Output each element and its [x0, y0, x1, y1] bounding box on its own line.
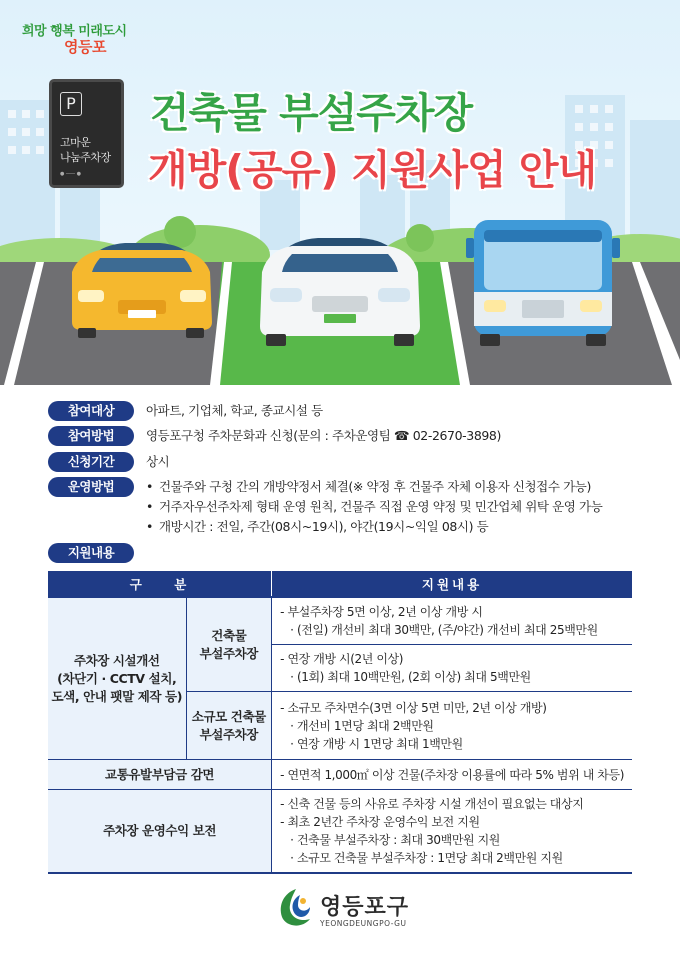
slogan-text: 희망 행복 미래도시: [22, 24, 127, 39]
row2-title: 교통유발부담금 감면: [48, 760, 272, 790]
support-label: 지원내용: [48, 543, 134, 563]
info-row-period: [48, 452, 169, 472]
content-line: - 최초 2년간 주차장 운영수익 보전 지원: [280, 815, 480, 829]
group1-title-line: 주차장 시설개선: [73, 652, 160, 668]
group1-title-line: (차단기 · CCTV 설치,: [57, 670, 177, 686]
table-row: [48, 760, 632, 790]
target-value: 아파트, 기업체, 학교, 종교시설 등: [146, 403, 323, 418]
support-table: [48, 571, 632, 874]
content-line: - 연장 개방 시(2년 이상): [280, 652, 404, 666]
operation-label: 운영방법: [48, 477, 134, 497]
footer-district-name-en: YEONGDEUNGPO-GU: [320, 919, 407, 928]
operation-list: [146, 477, 602, 537]
method-value: 영등포구청 주차문화과 신청(문의 : 주차운영팀 ☎ 02-2670-3898): [146, 428, 501, 443]
sub1-title-line: 건축물: [211, 627, 247, 643]
info-row-method: [48, 426, 501, 446]
sub1-title-line: 부설주차장: [199, 645, 258, 661]
content-line: - 신축 건물 등의 사유로 주차장 시설 개선이 필요없는 대상지: [280, 797, 584, 811]
sign-line-1: 고마운: [60, 136, 91, 149]
white-car-icon: [260, 238, 420, 346]
table-row: [48, 597, 632, 645]
content-line: · 개선비 1면당 최대 2백만원: [290, 718, 434, 733]
yellow-car-icon: [72, 243, 212, 338]
row3-content: [272, 790, 632, 874]
content-line: · (1회) 최대 10백만원, (2회 이상) 최대 5백만원: [290, 670, 531, 684]
list-item: • 거주자우선주차제 형태 운영 원칙, 건물주 직접 운영 약정 및 민간업체 위탁 운영 가능: [146, 497, 602, 517]
method-label: 참여방법: [48, 426, 134, 446]
list-item: • 건물주와 구청 간의 개방약정서 체결(※ 약정 후 건물주 자체 이용자 신청접수 가능): [146, 477, 602, 497]
group1-title: [48, 597, 186, 760]
target-label: 참여대상: [48, 401, 134, 421]
page-title-line-1: 건축물 부설주차장: [150, 89, 473, 137]
sign-line-2: 나눔주차장: [60, 151, 111, 164]
info-row-target: [48, 401, 323, 421]
sign-footnote-decoration: ● ─── ●: [60, 171, 81, 177]
page-title-line-2: 개방(공유) 지원사업 안내: [148, 146, 597, 194]
table-row: [48, 790, 632, 874]
footer-district-name: 영등포구: [320, 895, 410, 920]
sub1-content-a: [272, 597, 632, 645]
content-line: · 연장 개방 시 1면당 최대 1백만원: [290, 736, 463, 751]
slogan-city: 영등포: [64, 38, 106, 56]
header-content: 지원내용: [272, 571, 632, 597]
period-value: 상시: [146, 454, 170, 469]
sub2-content: [272, 692, 632, 760]
info-row-support: [48, 543, 134, 563]
list-item: • 개방시간 : 전일, 주간(08시~19시), 야간(19시~익일 08시) 등: [146, 517, 602, 537]
content-line: · 건축물 부설주차장 : 최대 30백만원 지원: [290, 833, 501, 847]
content-line: · (전일) 개선비 최대 30백만, (주/야간) 개선비 최대 25백만원: [290, 623, 598, 637]
parking-p-icon: P: [60, 92, 82, 116]
header-category: 구 분: [48, 571, 272, 597]
content-line: - 소규모 주차면수(3면 이상 5면 미만, 2년 이상 개방): [280, 700, 547, 715]
yeongdeungpo-logo-icon: [276, 885, 316, 929]
parking-sign: [49, 79, 124, 188]
sub1-content-b: [272, 645, 632, 692]
sub2-title-line: 부설주차장: [199, 726, 258, 742]
info-row-operation: [48, 477, 602, 537]
table-header-row: [48, 571, 632, 597]
row3-title: 주차장 운영수익 보전: [48, 790, 272, 874]
sub2-title-line: 소규모 건축물: [191, 708, 266, 724]
sub1-title: [186, 597, 272, 692]
group1-title-line: 도색, 안내 팻말 제작 등): [51, 688, 183, 704]
hero-illustration: [0, 0, 680, 385]
content-line: · 소규모 건축물 부설주차장 : 1면당 최대 2백만원 지원: [290, 851, 563, 865]
content-line: - 부설주차장 5면 이상, 2년 이상 개방 시: [280, 605, 483, 619]
period-label: 신청기간: [48, 452, 134, 472]
bus-icon: [466, 220, 620, 346]
row2-content: - 연면적 1,000㎡ 이상 건물(주차장 이용률에 따라 5% 범위 내 차등): [272, 760, 632, 790]
sub2-title: [186, 692, 272, 760]
